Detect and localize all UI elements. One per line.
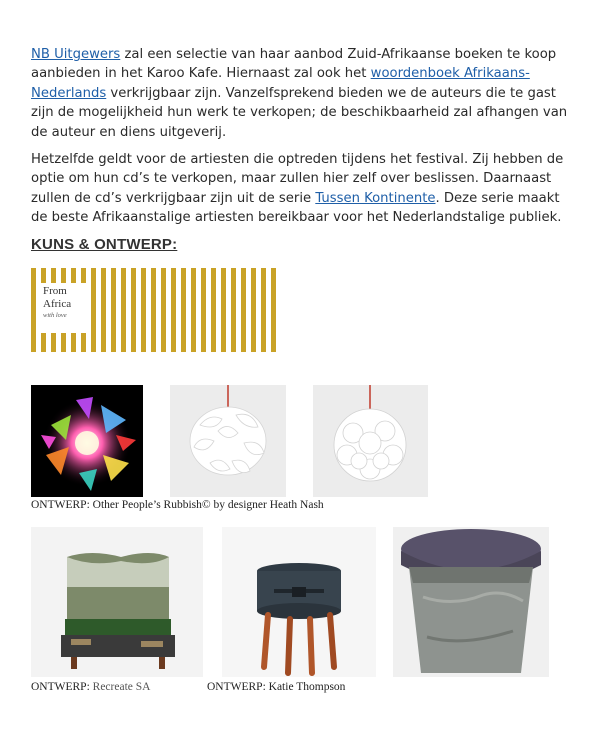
photo-green-chair [31, 527, 203, 677]
caption-heath-nash: ONTWERP: Other People’s Rubbish© by designer Heath Nash [31, 499, 324, 511]
photo-white-lamp-1 [170, 385, 286, 497]
paragraph-artists [31, 150, 576, 228]
link-nb-uitgewers[interactable]: NB Uitgewers [31, 47, 121, 62]
caption-recreate-label: ONTWERP: [31, 681, 90, 693]
banner-line-1: From [43, 285, 67, 297]
caption-recreate-name: Recreate SA [89, 681, 151, 693]
bucket-stool-image [393, 527, 549, 677]
banner-logo-box [39, 283, 91, 333]
white-flower-lamp-image [170, 385, 286, 497]
paragraph-books-text-2: verkrijgbaar zijn. Vanzelfsprekend bieden we de auteurs die te gast zijn de mogelijkheid hun werk te verkopen; de beschikbaarheid zal afhangen van de auteur en diens uitgeverij. [31, 85, 568, 140]
paragraph-artists-text-2: . Deze serie maakt de beste Afrikaanstalige artiesten bereikbaar voor het Nederlandstalige publiek. [31, 190, 562, 226]
link-woordenboek[interactable]: woordenboek Afrikaans-Nederlands [31, 66, 530, 101]
caption-recreate-sa [31, 681, 150, 693]
caption-katie-thompson: ONTWERP: Katie Thompson [207, 681, 346, 693]
section-heading: KUNS & ONTWERP: [31, 236, 178, 253]
suitcase-stool-image [222, 527, 376, 677]
paragraph-artists-text-1: Hetzelfde geldt voor de artiesten die optreden tijdens het festival. Zij hebben de optie om hun cd’s te verkopen, maar zullen hier zelf over beslissen. Daarnaast zullen de cd’s verkrijgbaar zijn uit de serie [31, 152, 564, 206]
photo-suitcase-stool [222, 527, 376, 677]
link-tussen-kontinente[interactable]: Tussen Kontinente [315, 190, 436, 206]
paragraph-books [31, 45, 576, 142]
banner-line-2: Africa [43, 298, 72, 310]
green-chair-image [31, 527, 203, 677]
photo-white-lamp-2 [313, 385, 428, 497]
from-africa-banner [31, 268, 281, 352]
banner-line-3: with love [43, 312, 67, 319]
colorful-lamp-image [31, 385, 143, 497]
white-pompom-lamp-image [313, 385, 428, 497]
photo-colorful-lamp [31, 385, 143, 497]
photo-bucket-stool [393, 527, 549, 677]
paragraph-books-text-1: zal een selectie van haar aanbod Zuid-Afrikaanse boeken te koop aanbieden in het Karoo Kafe. Hiernaast zal ook het [31, 47, 557, 82]
